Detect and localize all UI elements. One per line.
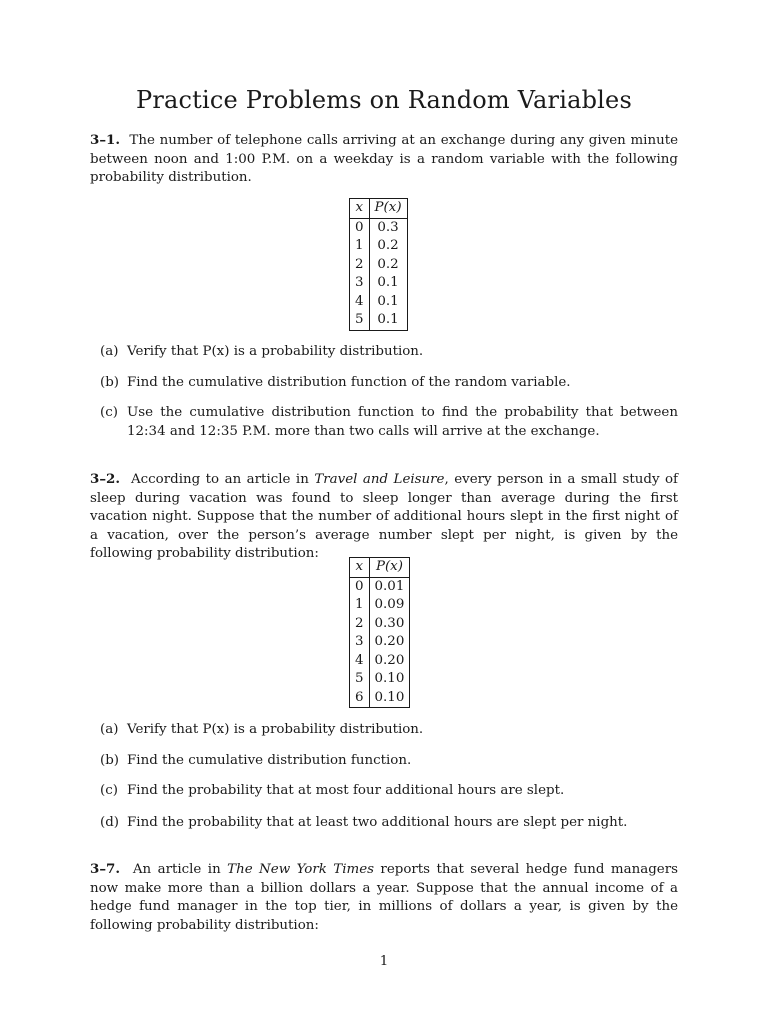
table-cell-px: 0.1 [377, 293, 399, 309]
problem-3-1-statement [90, 131, 678, 188]
problem-text-end: reports that several hedge fund managers now make more than a billion dollars a year. Suppose that the annual income of a hedge fund manager in the top tier, in millions of dollars a year, is given by the following probability distribution: [90, 862, 678, 933]
table-cell-x: 3 [350, 633, 370, 652]
table-cell-px: 0.1 [377, 275, 399, 290]
part-label: (a) [100, 344, 119, 359]
problem-text-start: According to an article in [130, 472, 315, 487]
table-cell-px: 0.1 [377, 312, 399, 327]
part-label: (b) [100, 375, 120, 390]
table-cell-x: 4 [350, 293, 370, 312]
problem-number: 3–7. [90, 861, 120, 877]
column-header-px: P(x) [369, 558, 410, 578]
problem-text-end: , every person in a small study of sleep during vacation was found to sleep longer than average during the first vacation night. Suppose that the number of additional hours slept in the first night of a vacation, over the person’s average number slept per night, is given by the following probability distribution: [90, 472, 679, 561]
table-row [350, 652, 410, 671]
part-text: Verify that P(x) is a probability distribution. [127, 344, 424, 359]
table-row [350, 311, 408, 330]
table-cell-px: 0.30 [374, 615, 405, 631]
probability-table-3-1 [349, 198, 408, 331]
source-publication: The New York Times [227, 862, 374, 877]
table-cell-px: 0.10 [374, 689, 405, 705]
table-cell-x: 1 [350, 237, 370, 256]
table-cell-px: 0.20 [374, 634, 405, 649]
part-text: Use the cumulative distribution function to find the probability that between 12:34 and 12:35 P.M. more than two calls will arrive at the exchange. [127, 405, 678, 439]
table-header-row [350, 199, 408, 219]
column-header-x: x [350, 558, 370, 578]
table-cell-x: 2 [350, 256, 370, 275]
table-header-row [350, 558, 410, 578]
table-row [350, 256, 408, 275]
table-row [350, 633, 410, 652]
part-text: Find the probability that at most four additional hours are slept. [127, 783, 565, 798]
part-text: Find the cumulative distribution function. [127, 753, 412, 768]
table-cell-px: 0.2 [377, 238, 399, 253]
problem-text: The number of telephone calls arriving at an exchange during any given minute between noon and 1:00 P.M. on a weekday is a random variable with the following probability distribution. [90, 133, 679, 185]
table-cell-x: 4 [350, 652, 370, 671]
problem-3-1-part-b [100, 374, 678, 393]
table-row [350, 670, 410, 689]
column-header-px: P(x) [369, 199, 407, 219]
column-header-x: x [350, 199, 370, 219]
source-publication: Travel and Leisure [314, 472, 445, 487]
table-cell-x: 2 [350, 615, 370, 634]
problem-number: 3–2. [90, 471, 120, 487]
problem-3-1-part-c [100, 404, 678, 441]
part-label: (c) [100, 405, 118, 420]
table-cell-px: 0.20 [374, 652, 405, 668]
table-cell-x: 1 [350, 596, 370, 615]
table-row [350, 274, 408, 293]
table-row [350, 237, 408, 256]
page-title: Practice Problems on Random Variables [136, 86, 632, 114]
part-label: (b) [100, 753, 120, 768]
part-label: (c) [100, 783, 118, 798]
table-cell-px: 0.01 [374, 578, 405, 594]
table-cell-px: 0.3 [377, 219, 399, 235]
problem-3-2-part-a [100, 721, 678, 740]
table-row [350, 577, 410, 596]
table-row [350, 596, 410, 615]
problem-3-2-part-b [100, 752, 678, 771]
table-cell-x: 5 [350, 311, 370, 330]
part-text: Find the cumulative distribution function of the random variable. [127, 375, 571, 390]
problem-3-2-part-c [100, 782, 678, 801]
table-row [350, 689, 410, 708]
table-cell-x: 3 [350, 274, 370, 293]
table-cell-px: 0.10 [374, 671, 405, 686]
page-number: 1 [379, 954, 389, 969]
table-row [350, 218, 408, 237]
table-row [350, 293, 408, 312]
table-cell-x: 0 [350, 577, 370, 596]
table-cell-px: 0.09 [374, 597, 405, 612]
problem-3-7-statement [90, 860, 678, 935]
part-text: Find the probability that at least two additional hours are slept per night. [127, 815, 628, 830]
problem-text-start: An article in [132, 862, 228, 877]
part-label: (a) [100, 722, 119, 737]
table-cell-x: 5 [350, 670, 370, 689]
problem-3-2-part-d [100, 814, 678, 833]
table-row [350, 615, 410, 634]
part-label: (d) [100, 815, 120, 830]
table-cell-px: 0.2 [377, 256, 399, 272]
problem-number: 3–1. [90, 132, 120, 148]
problem-3-2-statement [90, 470, 678, 564]
part-text: Verify that P(x) is a probability distribution. [127, 722, 424, 737]
probability-table-3-2 [349, 557, 410, 708]
table-cell-x: 6 [350, 689, 370, 708]
problem-3-1-part-a [100, 343, 678, 362]
table-cell-x: 0 [350, 218, 370, 237]
